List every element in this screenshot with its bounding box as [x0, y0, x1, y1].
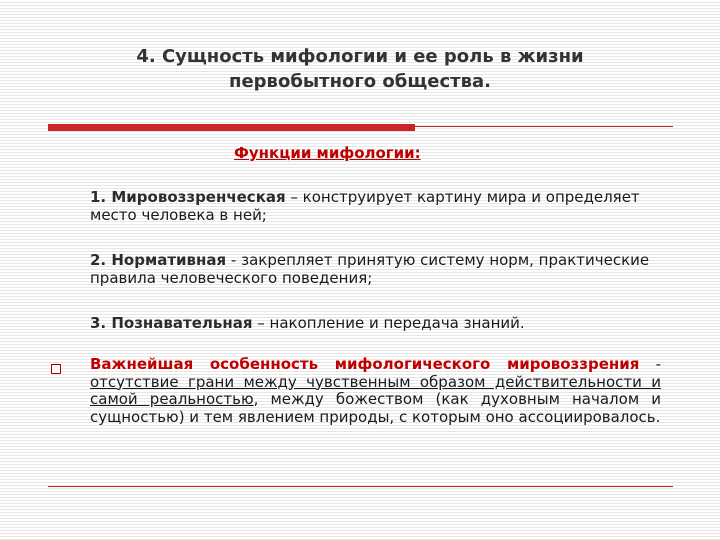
section-subtitle: Функции мифологии: — [234, 144, 421, 162]
slide-title — [80, 44, 640, 94]
function-item-3 — [90, 314, 665, 332]
function-name: 3. Познавательная — [90, 314, 253, 332]
title-line-1: 4. Сущность мифологии и ее роль в жизни — [136, 46, 584, 67]
function-name: 2. Нормативная — [90, 251, 227, 269]
key-feature-paragraph — [90, 356, 661, 426]
title-line-2: первобытного общества. — [229, 71, 491, 92]
function-description: – накопление и передача знаний. — [252, 314, 525, 332]
paragraph-rest: , между божеством (как духовным началом и сущностью) и тем явлением природы, с которым оно ассоциировалось. — [90, 390, 661, 426]
function-item-2 — [90, 251, 665, 287]
paragraph-highlight: Важнейшая особенность мифологического мировоззрения — [90, 355, 640, 373]
title-divider-thin — [415, 126, 673, 127]
bottom-divider — [48, 486, 673, 487]
paragraph-dash: - — [639, 355, 661, 373]
function-description: – конструирует картину мира и определяет место человека в ней; — [90, 188, 640, 224]
function-description: - закрепляет принятую систему норм, практические правила человеческого поведения; — [90, 251, 650, 287]
function-item-1 — [90, 188, 665, 224]
square-bullet-icon — [51, 364, 61, 374]
function-name: 1. Мировоззренческая — [90, 188, 286, 206]
paragraph-underlined: отсутствие грани между чувственным образом действительности и самой реальностью — [90, 372, 661, 408]
title-divider-thick — [48, 124, 415, 131]
